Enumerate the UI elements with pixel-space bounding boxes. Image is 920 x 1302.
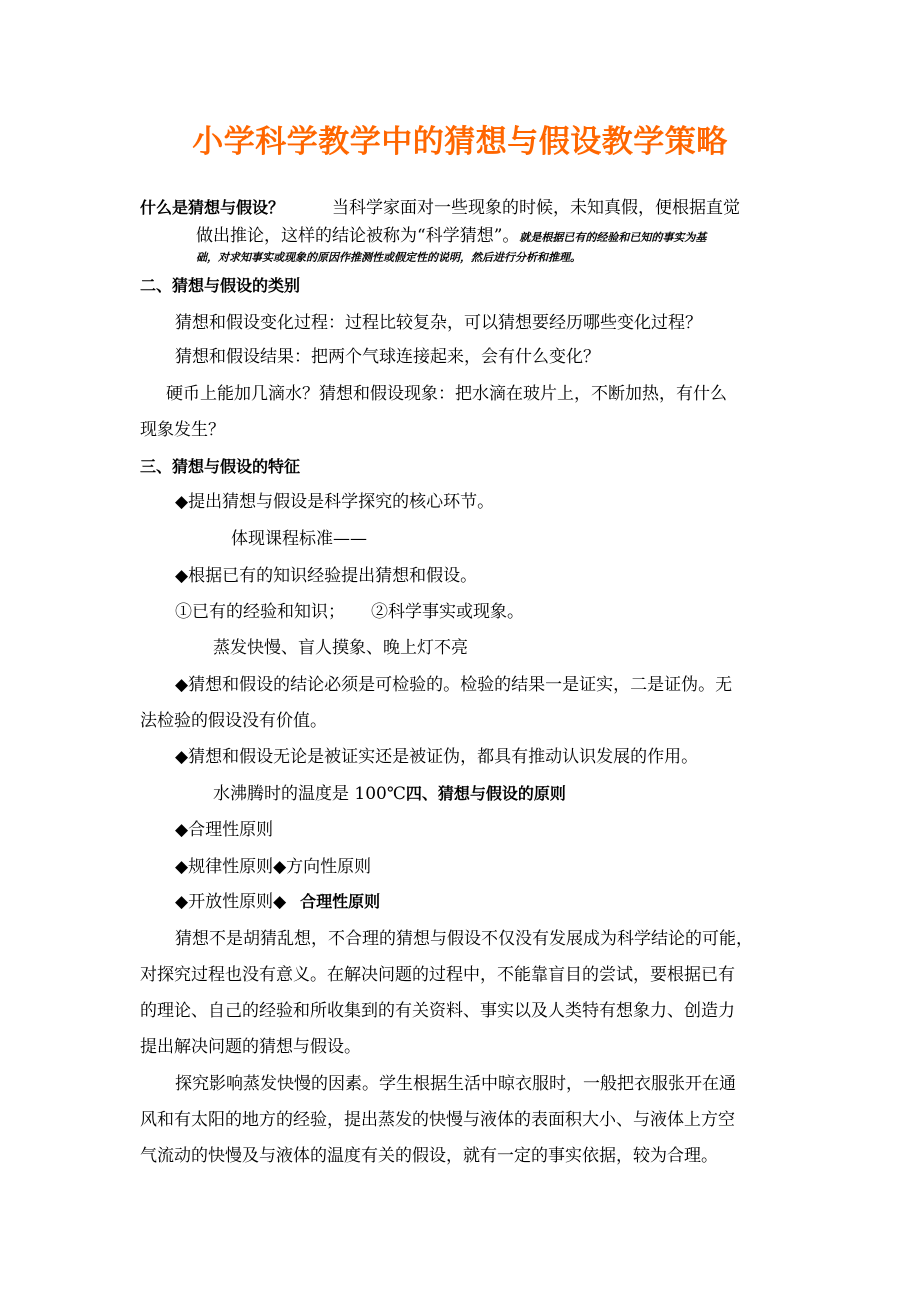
- feature-item-2: ②科学事实或现象。: [371, 602, 524, 622]
- section-4-heading: 四、猜想与假设的原则: [405, 784, 566, 803]
- reasonable-principle-heading: 合理性原则: [300, 892, 381, 911]
- principle-3: ◆开放性原则◆: [175, 892, 287, 912]
- paragraph-1-line-4: 提出解决问题的猜想与假设。: [140, 1037, 361, 1057]
- section-2-paragraph-3b: 现象发生？: [140, 420, 225, 440]
- section-2-paragraph-3a: 硬币上能加几滴水？猜想和假设现象：把水滴在玻片上，不断加热，有什么: [166, 384, 727, 404]
- feature-bullet-1-sub: 体现课程标准——: [231, 529, 367, 549]
- feature-bullet-2-sub: 蒸发快慢、盲人摸象、晚上灯不亮: [213, 638, 468, 658]
- intro-question: 什么是猜想与假设？: [140, 198, 285, 217]
- paragraph-2-line-3: 气流动的快慢及与液体的温度有关的假设，就有一定的事实依据，较为合理。: [140, 1146, 718, 1166]
- paragraph-1-line-2: 对探究过程也没有意义。在解决问题的过程中，不能靠盲目的尝试，要根据已有: [140, 965, 735, 985]
- feature-bullet-3b: 法检验的假设没有价值。: [140, 711, 327, 731]
- document-title: 小学科学教学中的猜想与假设教学策略: [192, 124, 728, 160]
- principle-1: ◆合理性原则: [175, 820, 274, 840]
- intro-note-1: 就是根据已有的经验和已知的事实为基: [519, 231, 707, 244]
- section-2-paragraph-1: 猜想和假设变化过程：过程比较复杂，可以猜想要经历哪些变化过程？: [175, 313, 702, 333]
- intro-line-1: [140, 196, 740, 220]
- principle-3-line: [175, 890, 380, 914]
- intro-note-2: 础，对求知事实或现象的原因作推测性或假定性的说明，然后进行分析和推理。: [196, 251, 581, 264]
- feature-item-1: ①已有的经验和知识；: [175, 602, 345, 622]
- feature-bullet-4-sub: 水沸腾时的温度是 100℃: [213, 784, 406, 804]
- paragraph-2-line-1: 探究影响蒸发快慢的因素。学生根据生活中晾衣服时，一般把衣服张开在通: [175, 1074, 736, 1094]
- paragraph-1-line-1: 猜想不是胡猜乱想，不合理的猜想与假设不仅没有发展成为科学结论的可能，: [175, 929, 753, 949]
- feature-bullet-2-items: [175, 600, 524, 624]
- feature-bullet-3a: ◆猜想和假设的结论必须是可检验的。检验的结果一是证实，二是证伪。无: [175, 675, 733, 695]
- intro-text-2: 做出推论，这样的结论被称为“科学猜想”。: [196, 226, 520, 246]
- principle-2: ◆规律性原则◆方向性原则: [175, 857, 372, 877]
- paragraph-1-line-3: 的理论、自己的经验和所收集到的有关资料、事实以及人类特有想象力、创造力: [140, 1001, 735, 1021]
- feature-bullet-4: ◆猜想和假设无论是被证实还是被证伪，都具有推动认识发展的作用。: [175, 747, 699, 767]
- section-2-heading: 二、猜想与假设的类别: [140, 276, 301, 295]
- feature-bullet-4-sub-line: [213, 782, 566, 806]
- feature-bullet-2: ◆根据已有的知识经验提出猜想和假设。: [175, 566, 478, 586]
- section-3-heading: 三、猜想与假设的特征: [140, 457, 301, 476]
- feature-bullet-1: ◆提出猜想与假设是科学探究的核心环节。: [175, 492, 495, 512]
- paragraph-2-line-2: 风和有太阳的地方的经验，提出蒸发的快慢与液体的表面积大小、与液体上方空: [140, 1110, 735, 1130]
- intro-text-1: 当科学家面对一些现象的时候，未知真假，便根据直觉: [332, 198, 741, 218]
- section-2-paragraph-2: 猜想和假设结果：把两个气球连接起来，会有什么变化？: [175, 347, 600, 367]
- intro-line-3: [196, 244, 581, 270]
